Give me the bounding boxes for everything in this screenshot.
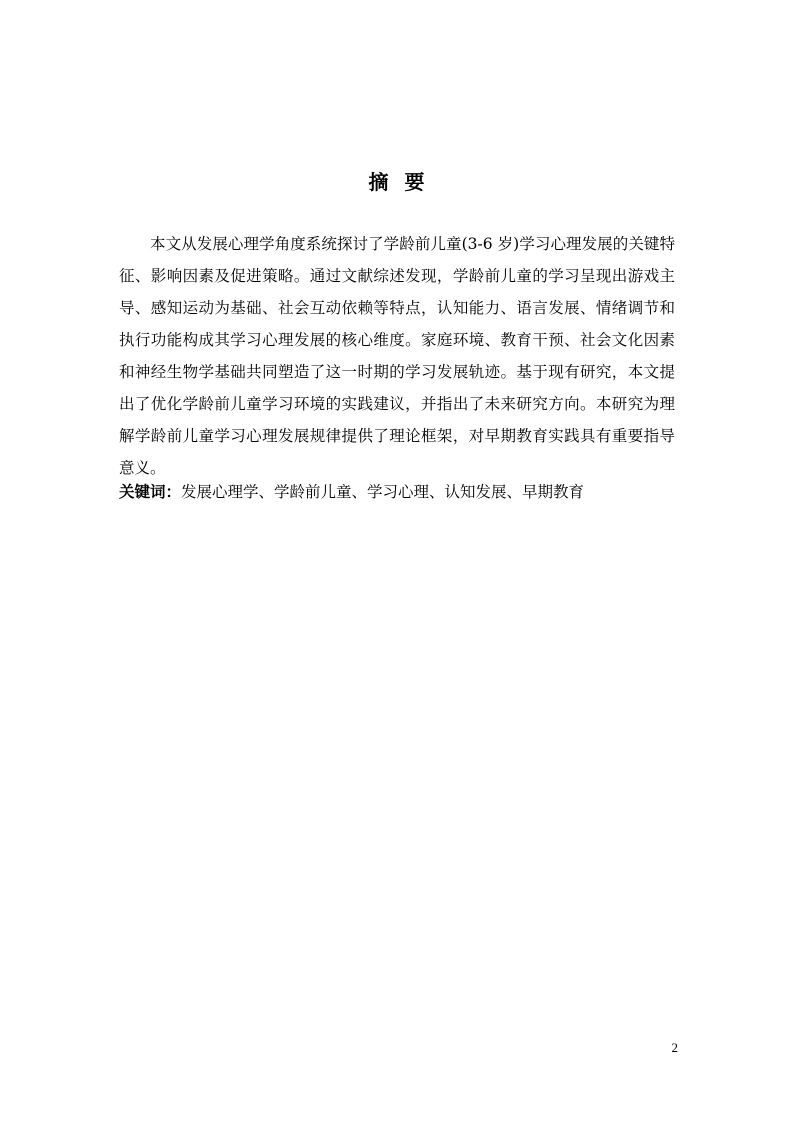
keywords-text: 发展心理学、学龄前儿童、学习心理、认知发展、早期教育: [181, 483, 585, 501]
abstract-body: 本文从发展心理学角度系统探讨了学龄前儿童(3-6 岁)学习心理发展的关键特征、影响因素及促进策略。通过文献综述发现，学龄前儿童的学习呈现出游戏主导、感知运动为基础、社会互动依赖等特点，认知能力、语言发展、情绪调节和执行功能构成其学习心理发展的核心维度。家庭环境、教育干预、社会文化因素和神经生物学基础共同塑造了这一时期的学习发展轨迹。基于现有研究，本文提出了优化学龄前儿童学习环境的实践建议，并指出了未来研究方向。本研究为理解学龄前儿童学习心理发展规律提供了理论框架，对早期教育实践具有重要指导意义。: [119, 235, 675, 477]
keywords-line: [119, 478, 675, 506]
keywords-label: 关键词：: [119, 483, 182, 501]
abstract-title: 摘要: [368, 170, 441, 194]
page-number: 2: [671, 1040, 678, 1055]
